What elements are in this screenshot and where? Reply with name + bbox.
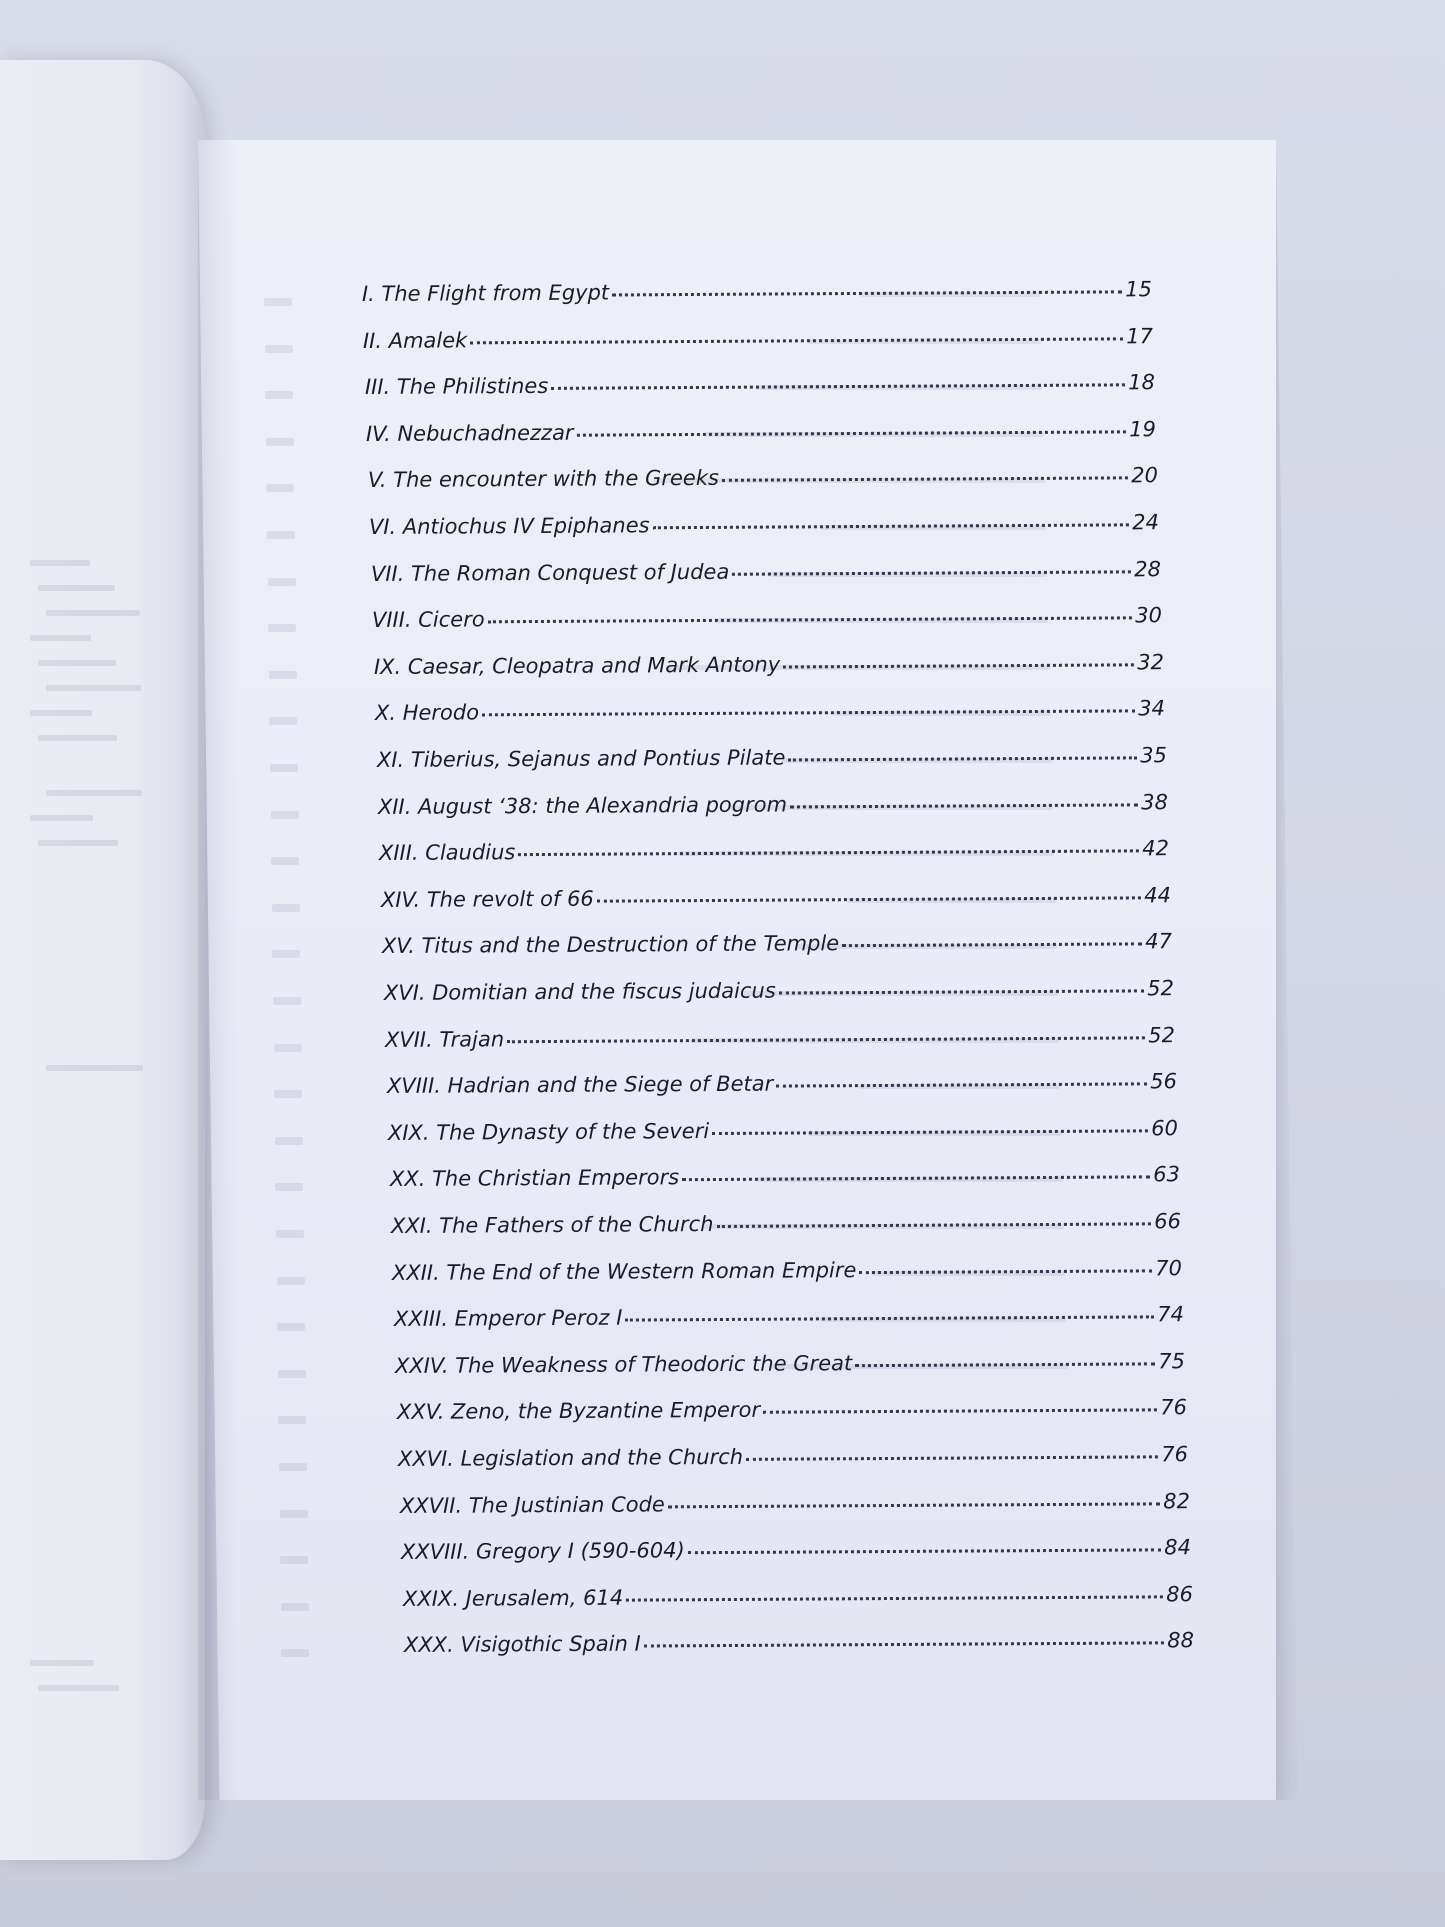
- toc-entry-page: 84: [1164, 1535, 1192, 1560]
- toc-entry: [375, 697, 1165, 726]
- dot-leader: [722, 477, 1128, 482]
- toc-entry-page: 19: [1129, 416, 1157, 442]
- toc-entry-title: IV. Nebuchadnezzar: [366, 420, 574, 446]
- toc-entry-title: I. The Flight from Egypt: [361, 280, 610, 306]
- dot-leader: [471, 337, 1124, 344]
- toc-entry-title: XVI. Domitian and the fiscus judaicus: [383, 978, 776, 1005]
- toc-entry: [394, 1302, 1184, 1331]
- dot-leader: [688, 1549, 1161, 1555]
- toc-entry-title: XV. Titus and the Destruction of the Temple: [382, 931, 840, 959]
- toc-entry-page: 15: [1125, 277, 1152, 302]
- dot-leader: [482, 710, 1135, 717]
- toc-entry-title: XII. August ‘38: the Alexandria pogrom: [377, 792, 788, 819]
- toc-entry-page: 20: [1130, 463, 1158, 488]
- toc-entry-page: 30: [1135, 603, 1163, 628]
- toc-entry-title: XX. The Christian Emperors: [389, 1165, 679, 1192]
- dot-leader: [626, 1595, 1163, 1601]
- toc-entry: [404, 1629, 1194, 1658]
- toc-entry-title: XI. Tiberius, Sejanus and Pontius Pilate: [376, 745, 785, 772]
- toc-entry: [402, 1582, 1192, 1611]
- toc-entry-title: XIV. The revolt of 66: [380, 886, 594, 912]
- toc-entry: [369, 510, 1159, 539]
- toc-entry-page: 56: [1149, 1069, 1177, 1094]
- dot-leader: [644, 1642, 1164, 1648]
- toc-entry: [391, 1209, 1181, 1238]
- toc-entry-page: 42: [1142, 836, 1170, 861]
- dot-leader: [577, 430, 1127, 436]
- toc-entry: [401, 1535, 1191, 1564]
- dot-leader: [653, 523, 1130, 529]
- toc-entry-title: VIII. Cicero: [371, 607, 485, 633]
- toc-entry-title: XXX. Visigothic Spain I: [403, 1631, 641, 1658]
- dot-leader: [746, 1455, 1158, 1461]
- toc-entry-title: III. The Philistines: [364, 374, 549, 400]
- toc-entry-page: 70: [1155, 1255, 1183, 1280]
- dot-leader: [519, 850, 1140, 857]
- toc-entry-page: 32: [1136, 649, 1164, 675]
- toc-entry-page: 34: [1138, 696, 1166, 721]
- toc-entry-title: IX. Caesar, Cleopatra and Mark Antony: [373, 652, 780, 679]
- dot-leader: [507, 1036, 1145, 1043]
- toc-entry-page: 35: [1139, 743, 1167, 768]
- toc-entry-page: 60: [1151, 1115, 1179, 1141]
- dot-leader: [597, 896, 1141, 902]
- toc-entry: [384, 976, 1174, 1005]
- toc-entry-page: 88: [1167, 1628, 1195, 1653]
- toc-entry-page: 17: [1126, 323, 1154, 348]
- toc-entry-title: XXVIII. Gregory I (590-604): [400, 1538, 685, 1565]
- dot-leader: [551, 384, 1125, 391]
- toc-entry: [379, 836, 1169, 865]
- toc-entry-title: XVII. Trajan: [385, 1026, 505, 1052]
- toc-entry: [376, 743, 1166, 772]
- toc-entry-page: 38: [1141, 789, 1168, 814]
- toc-entry-title: XIII. Claudius: [379, 840, 516, 866]
- toc-entry-title: XXI. The Fathers of the Church: [390, 1212, 714, 1238]
- toc-entry: [381, 883, 1171, 912]
- dot-leader: [668, 1502, 1160, 1508]
- dot-leader: [712, 1129, 1148, 1135]
- toc-entry-page: 24: [1132, 510, 1160, 535]
- toc-entry: [395, 1349, 1185, 1378]
- toc-entry-page: 52: [1146, 976, 1174, 1001]
- dot-leader: [856, 1362, 1156, 1367]
- toc-entry-title: XVIII. Hadrian and the Siege of Betar: [386, 1071, 773, 1099]
- toc-entry: [386, 1069, 1176, 1098]
- dot-leader: [776, 1083, 1147, 1088]
- dot-leader: [860, 1269, 1153, 1274]
- toc-entry-page: 66: [1154, 1209, 1181, 1234]
- toc-entry-page: 74: [1156, 1302, 1184, 1327]
- toc-entry-title: XXV. Zeno, the Byzantine Emperor: [396, 1398, 760, 1425]
- toc-entry-title: XXIII. Emperor Peroz I: [393, 1305, 623, 1332]
- toc-entry-page: 18: [1127, 370, 1155, 395]
- dot-leader: [732, 570, 1131, 575]
- toc-entry-page: 52: [1148, 1022, 1176, 1047]
- dot-leader: [788, 756, 1137, 761]
- toc-entry-title: XXVI. Legislation and the Church: [398, 1444, 744, 1471]
- toc-entry: [373, 650, 1163, 679]
- toc-entry-page: 76: [1159, 1395, 1187, 1420]
- toc-entry: [368, 464, 1158, 493]
- toc-entry-page: 28: [1133, 556, 1161, 581]
- dot-leader: [625, 1316, 1154, 1322]
- toc-entry-title: X. Herodo: [374, 700, 480, 726]
- toc-entry: [398, 1442, 1188, 1471]
- toc-entry-page: 76: [1161, 1442, 1189, 1467]
- dot-leader: [488, 617, 1133, 624]
- dot-leader: [778, 989, 1143, 994]
- toc-entry-title: II. Amalek: [363, 327, 468, 353]
- toc-entry: [397, 1396, 1187, 1425]
- toc-entry: [392, 1256, 1182, 1285]
- toc-entry-page: 75: [1158, 1348, 1186, 1374]
- toc-entry: [362, 277, 1152, 306]
- toc-entry: [366, 417, 1156, 446]
- toc-entry-title: XIX. The Dynasty of the Severi: [387, 1118, 710, 1145]
- toc-entry: [389, 1163, 1179, 1192]
- dot-leader: [763, 1409, 1157, 1414]
- dot-leader: [783, 663, 1134, 668]
- toc-entry-title: V. The encounter with the Greeks: [367, 466, 719, 493]
- toc-entry-page: 63: [1152, 1162, 1180, 1187]
- dot-leader: [682, 1176, 1150, 1182]
- toc-entry: [388, 1116, 1178, 1145]
- toc-entry: [365, 370, 1155, 399]
- toc-entry-page: 86: [1165, 1581, 1193, 1607]
- toc-entry: [371, 557, 1161, 586]
- dot-leader: [716, 1222, 1151, 1228]
- toc-entry: [400, 1489, 1190, 1518]
- toc-entry-title: VII. The Roman Conquest of Judea: [370, 559, 730, 586]
- dot-leader: [790, 803, 1138, 808]
- toc-entry-title: VI. Antiochus IV Epiphanes: [369, 513, 650, 539]
- dot-leader: [842, 943, 1142, 948]
- toc-entry: [378, 790, 1168, 819]
- toc-entry-page: 44: [1143, 882, 1171, 908]
- toc-entry: [385, 1023, 1175, 1052]
- toc-entry-title: XXVII. The Justinian Code: [399, 1491, 665, 1518]
- toc-entry-title: XXII. The End of the Western Roman Empire: [392, 1257, 857, 1285]
- dot-leader: [612, 290, 1122, 296]
- toc-entry: [363, 324, 1153, 353]
- toc-entry-title: XXIX. Jerusalem, 614: [402, 1585, 623, 1611]
- toc-entry-title: XXIV. The Weakness of Theodoric the Great: [395, 1351, 853, 1378]
- toc-entry-page: 82: [1162, 1488, 1190, 1513]
- toc-entry: [372, 603, 1162, 632]
- toc-entry-page: 47: [1145, 929, 1173, 954]
- toc-entry: [382, 930, 1172, 959]
